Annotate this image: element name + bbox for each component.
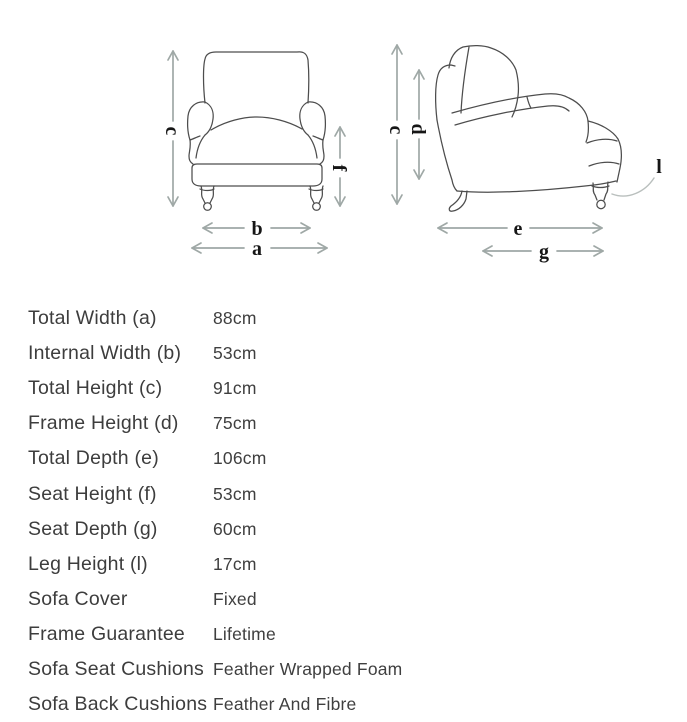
table-row xyxy=(28,476,668,511)
table-row xyxy=(28,512,668,547)
table-row xyxy=(28,617,668,652)
table-row xyxy=(28,582,668,617)
table-row xyxy=(28,301,668,336)
table-row xyxy=(28,652,668,687)
dimension-diagram xyxy=(0,0,687,292)
table-row xyxy=(28,371,668,406)
spec-value: 75cm xyxy=(213,413,257,434)
spec-label: Seat Depth (g) xyxy=(28,517,158,540)
spec-value: Lifetime xyxy=(213,623,276,644)
spec-value: Fixed xyxy=(213,588,257,609)
spec-label: Sofa Seat Cushions xyxy=(28,657,204,680)
table-row xyxy=(28,336,668,371)
spec-label: Internal Width (b) xyxy=(28,342,182,365)
dim-label-l: l xyxy=(656,156,662,178)
spec-value: Feather And Fibre xyxy=(213,694,357,715)
spec-label: Seat Height (f) xyxy=(28,482,157,505)
spec-value: Feather Wrapped Foam xyxy=(213,658,403,679)
dim-label-b: b xyxy=(251,218,263,240)
leg-callout-line xyxy=(612,178,654,196)
armchair-front-view-drawing xyxy=(188,52,326,210)
spec-value: 53cm xyxy=(213,343,257,364)
armchair-side-view-drawing xyxy=(436,46,622,212)
spec-value: 60cm xyxy=(213,518,257,539)
dim-label-d: d xyxy=(407,123,429,135)
spec-label: Total Height (c) xyxy=(28,377,163,400)
dim-label-f: f xyxy=(328,164,350,172)
table-row xyxy=(28,441,668,476)
table-row xyxy=(28,687,668,722)
dim-label-c-front: c xyxy=(161,126,183,136)
spec-value: 91cm xyxy=(213,378,257,399)
dim-label-e: e xyxy=(513,218,523,240)
spec-value: 17cm xyxy=(213,553,257,574)
spec-label: Leg Height (l) xyxy=(28,552,148,575)
spec-value: 88cm xyxy=(213,308,257,329)
spec-label: Frame Height (d) xyxy=(28,412,179,435)
spec-label: Total Depth (e) xyxy=(28,447,159,470)
spec-value: 53cm xyxy=(213,483,257,504)
spec-label: Sofa Back Cushions xyxy=(28,693,208,716)
spec-value: 106cm xyxy=(213,448,267,469)
dim-label-g: g xyxy=(539,241,549,263)
table-row xyxy=(28,547,668,582)
table-row xyxy=(28,406,668,441)
spec-label: Frame Guarantee xyxy=(28,622,185,645)
dim-arrow-c-side xyxy=(392,45,402,204)
spec-label: Sofa Cover xyxy=(28,587,128,610)
specifications-table xyxy=(28,301,668,722)
dim-label-a: a xyxy=(252,238,262,260)
dim-label-c-side: c xyxy=(385,125,407,135)
spec-label: Total Width (a) xyxy=(28,307,157,330)
